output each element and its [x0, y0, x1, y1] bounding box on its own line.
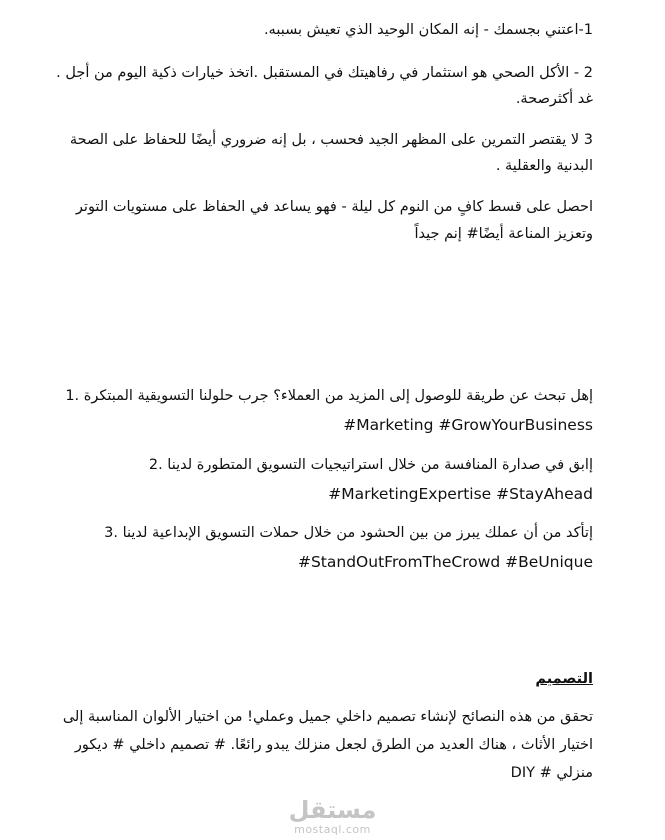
marketing-tip-1-hashtags: #Marketing #GrowYourBusiness: [343, 416, 593, 434]
health-tip-4-line-2: وتعزيز المناعة أيضًا# إنم جيداً: [414, 226, 593, 242]
marketing-tip-2-hashtags: #MarketingExpertise #StayAhead: [328, 485, 593, 503]
marketing-tip-3-hashtags: #StandOutFromTheCrowd #BeUnique: [297, 553, 593, 571]
health-tip-2-line-1: 2 - الأكل الصحي هو استثمار في رفاهيتك في المستقبل .اتخذ خيارات ذكية اليوم من أجل .: [56, 65, 593, 81]
marketing-tip-2-text: إابق في صدارة المنافسة من خلال استراتيجيات التسويق المتطورة لدينا .2: [148, 457, 593, 473]
design-line-1: تحقق من هذه النصائح لإنشاء تصميم داخلي جميل وعملي! من اختيار الألوان المناسبة إلى: [62, 709, 593, 725]
health-tip-3-line-1: 3 لا يقتصر التمرين على المظهر الجيد فحسب ، بل إنه ضروري أيضًا للحفاظ على الصحة: [69, 132, 593, 148]
design-line-2: اختيار الأثاث ، هناك العديد من الطرق لجعل منزلك يبدو رائعًا. # تصميم داخلي # ديكور: [74, 737, 593, 753]
health-tip-2-line-2: غد أكثرصحة.: [515, 91, 593, 107]
marketing-tip-3-text: إتأكد من أن عملك يبرز من بين الحشود من خلال حملات التسويق الإبداعية لدينا .3: [104, 525, 593, 541]
design-heading: التصميم: [535, 671, 593, 687]
mostaql-watermark: [0, 797, 665, 836]
health-tip-4-line-1: احصل على قسط كافٍ من النوم كل ليلة - فهو يساعد في الحفاظ على مستويات التوتر: [75, 199, 593, 215]
watermark-arabic: مستقل: [288, 796, 377, 824]
marketing-tip-1-text: إهل تبحث عن طريقة للوصول إلى المزيد من العملاء؟ جرب حلولنا التسويقية المبتكرة .1: [65, 388, 593, 404]
design-line-3: منزلي # DIY: [510, 765, 593, 781]
health-tip-3-line-2: البدنية والعقلية .: [495, 158, 593, 174]
health-tip-1-line-1: 1-اعتني بجسمك - إنه المكان الوحيد الذي تعيش بسببه.: [263, 22, 593, 38]
watermark-latin: mostaql.com: [294, 823, 371, 836]
